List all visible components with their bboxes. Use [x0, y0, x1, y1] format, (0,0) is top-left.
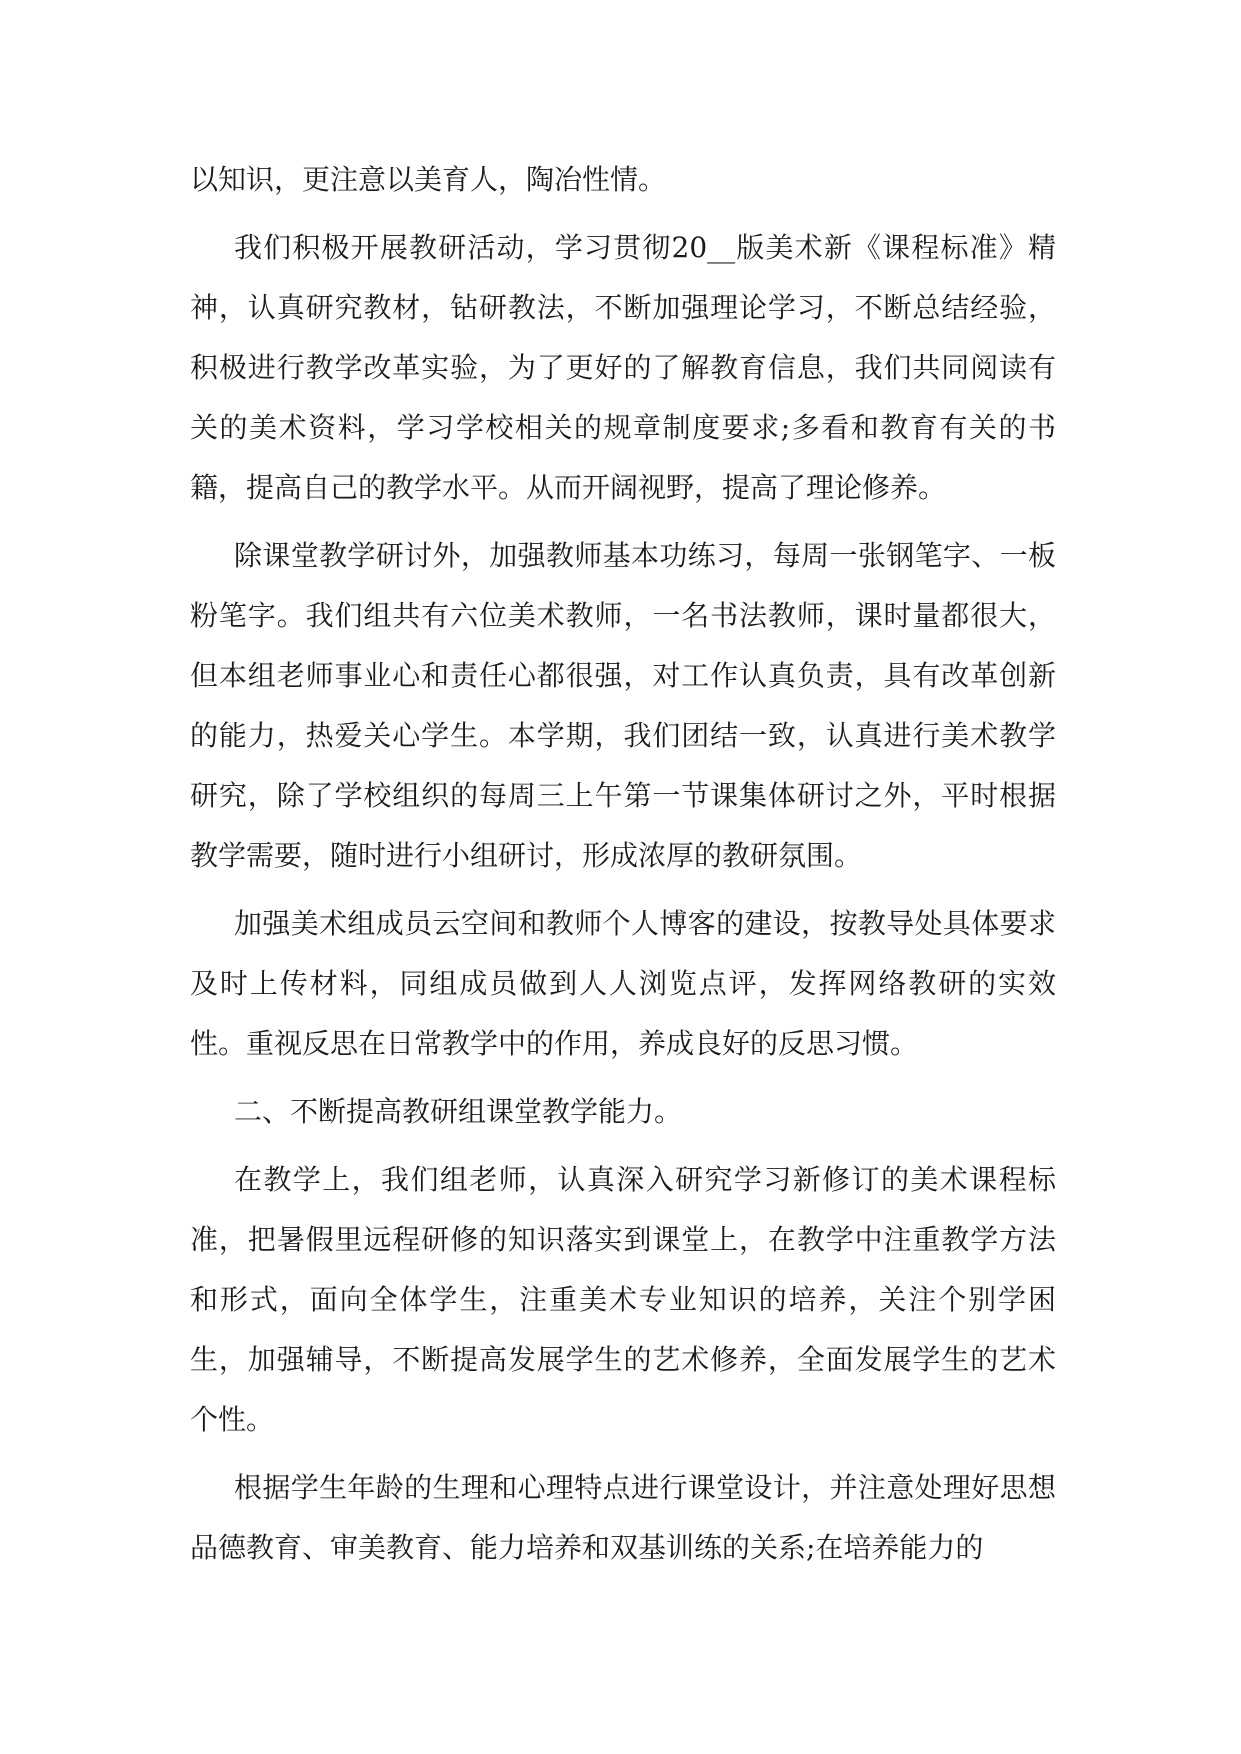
paragraph-3: 除课堂教学研讨外，加强教师基本功练习，每周一张钢笔字、一板粉笔字。我们组共有六位美术教师，一名书法教师，课时量都很大，但本组老师事业心和责任心都很强，对工作认真负责，具有改革创新的能力，热爱关心学生。本学期，我们团结一致，认真进行美术教学研究，除了学校组织的每周三上午第一节课集体研讨之外，平时根据教学需要，随时进行小组研讨，形成浓厚的教研氛围。	[190, 539, 1056, 872]
paragraph-2: 我们积极开展教研活动，学习贯彻20__版美术新《课程标准》精神，认真研究教材，钻研教法，不断加强理论学习，不断总结经验，积极进行教学改革实验，为了更好的了解教育信息，我们共同阅读有关的美术资料，学习学校相关的规章制度要求;多看和教育有关的书籍，提高自己的教学水平。从而开阔视野，提高了理论修养。	[190, 231, 1056, 504]
paragraph-6: 根据学生年龄的生理和心理特点进行课堂设计，并注意处理好思想品德教育、审美教育、能力培养和双基训练的关系;在培养能力的	[190, 1471, 1056, 1564]
document-page	[190, 150, 1056, 1586]
section-heading: 二、不断提高教研组课堂教学能力。	[234, 1095, 683, 1128]
paragraph-4: 加强美术组成员云空间和教师个人博客的建设，按教导处具体要求及时上传材料，同组成员做到人人浏览点评，发挥网络教研的实效性。重视反思在日常教学中的作用，养成良好的反思习惯。	[190, 907, 1056, 1060]
paragraph-5: 在教学上，我们组老师，认真深入研究学习新修订的美术课程标准，把暑假里远程研修的知识落实到课堂上，在教学中注重教学方法和形式，面向全体学生，注重美术专业知识的培养，关注个别学困生，加强辅导，不断提高发展学生的艺术修养，全面发展学生的艺术个性。	[190, 1163, 1056, 1436]
paragraph-1: 以知识，更注意以美育人，陶冶性情。	[190, 163, 667, 196]
